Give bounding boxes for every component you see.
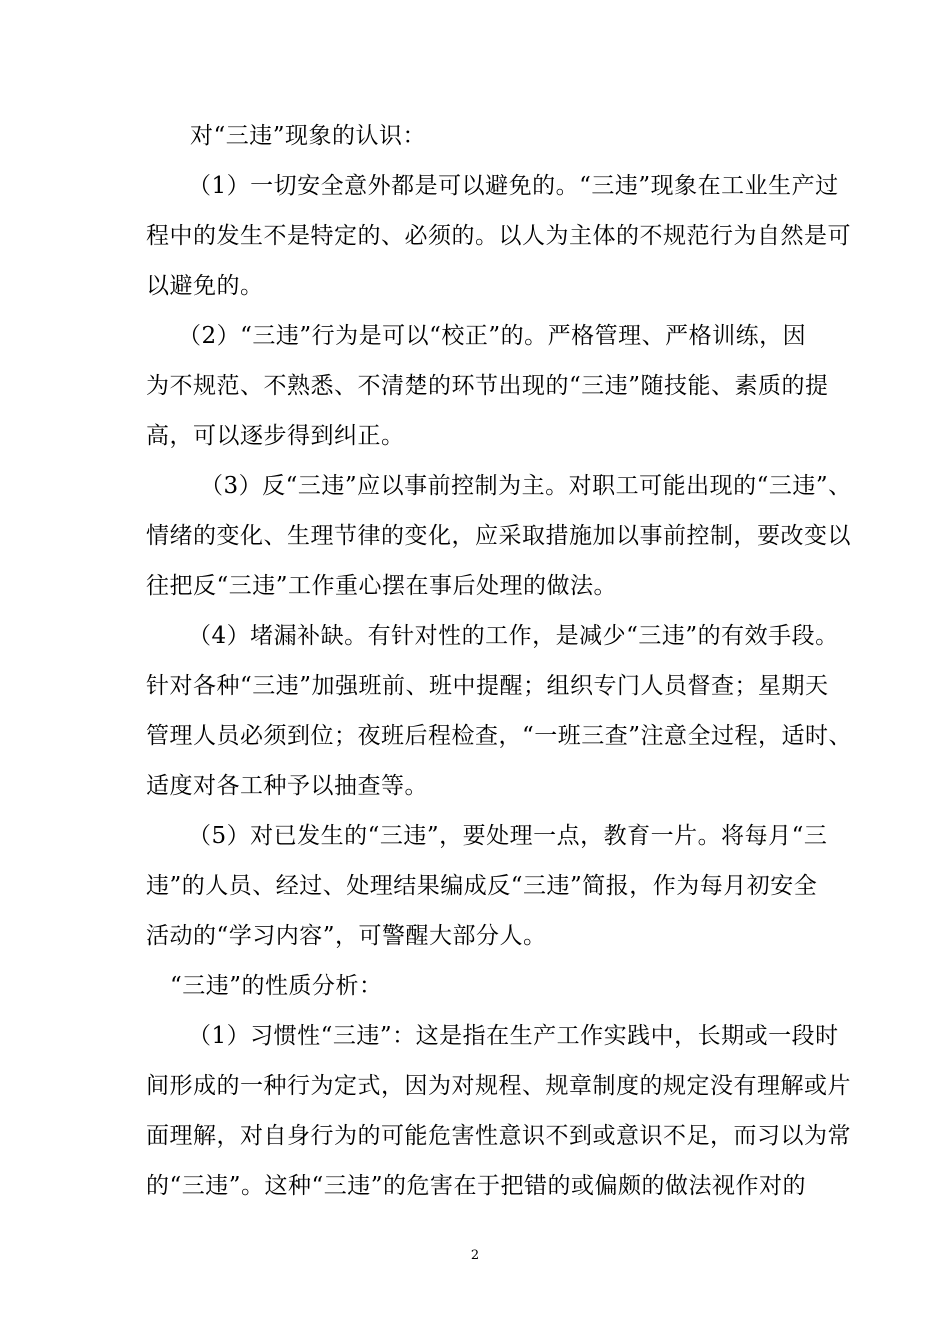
- paragraph-line: 往把反“三违”工作重心摆在事后处理的做法。: [146, 573, 618, 599]
- paragraph-line: （1）一切安全意外都是可以避免的。“三违”现象在工业生产过: [188, 173, 839, 199]
- paragraph-line: 高，可以逐步得到纠正。: [146, 423, 405, 449]
- paragraph-line: （3）反“三违”应以事前控制为主。对职工可能出现的“三违”、: [200, 473, 852, 499]
- paragraph-line: 间形成的一种行为定式，因为对规程、规章制度的规定没有理解或片: [146, 1073, 851, 1099]
- paragraph-line: 为不规范、不熟悉、不清楚的环节出现的“三违”随技能、素质的提: [146, 373, 829, 399]
- paragraph-line: 面理解，对自身行为的可能危害性意识不到或意识不足，而习以为常: [146, 1123, 851, 1149]
- paragraph-line: （5）对已发生的“三违”，要处理一点，教育一片。将每月“三: [188, 823, 828, 849]
- paragraph-line: （1）习惯性“三违”：这是指在生产工作实践中，长期或一段时: [188, 1023, 839, 1049]
- paragraph-line: 违”的人员、经过、处理结果编成反“三违”简报，作为每月初安全: [146, 873, 818, 899]
- paragraph-line: 管理人员必须到位；夜班后程检查，“一班三查”注意全过程，适时、: [146, 723, 853, 749]
- page-number: 2: [470, 1248, 480, 1263]
- paragraph-line: 的“三违”。这种“三违”的危害在于把错的或偏颇的做法视作对的: [146, 1173, 807, 1199]
- section-heading-recognition: 对“三违”现象的认识：: [190, 123, 427, 149]
- paragraph-line: 针对各种“三违”加强班前、班中提醒；组织专门人员督查；星期天: [146, 673, 829, 699]
- section-heading-analysis: “三违”的性质分析：: [170, 973, 383, 999]
- paragraph-line: 以避免的。: [146, 273, 264, 299]
- paragraph-line: （4）堵漏补缺。有针对性的工作，是减少“三违”的有效手段。: [188, 623, 839, 649]
- paragraph-line: 情绪的变化、生理节律的变化，应采取措施加以事前控制，要改变以: [146, 523, 851, 549]
- paragraph-line: 活动的“学习内容”，可警醒大部分人。: [146, 923, 547, 949]
- paragraph-line: 适度对各工种予以抽查等。: [146, 773, 428, 799]
- paragraph-line: （2）“三违”行为是可以“校正”的。严格管理、严格训练，因: [178, 323, 807, 349]
- paragraph-line: 程中的发生不是特定的、必须的。以人为主体的不规范行为自然是可: [146, 223, 851, 249]
